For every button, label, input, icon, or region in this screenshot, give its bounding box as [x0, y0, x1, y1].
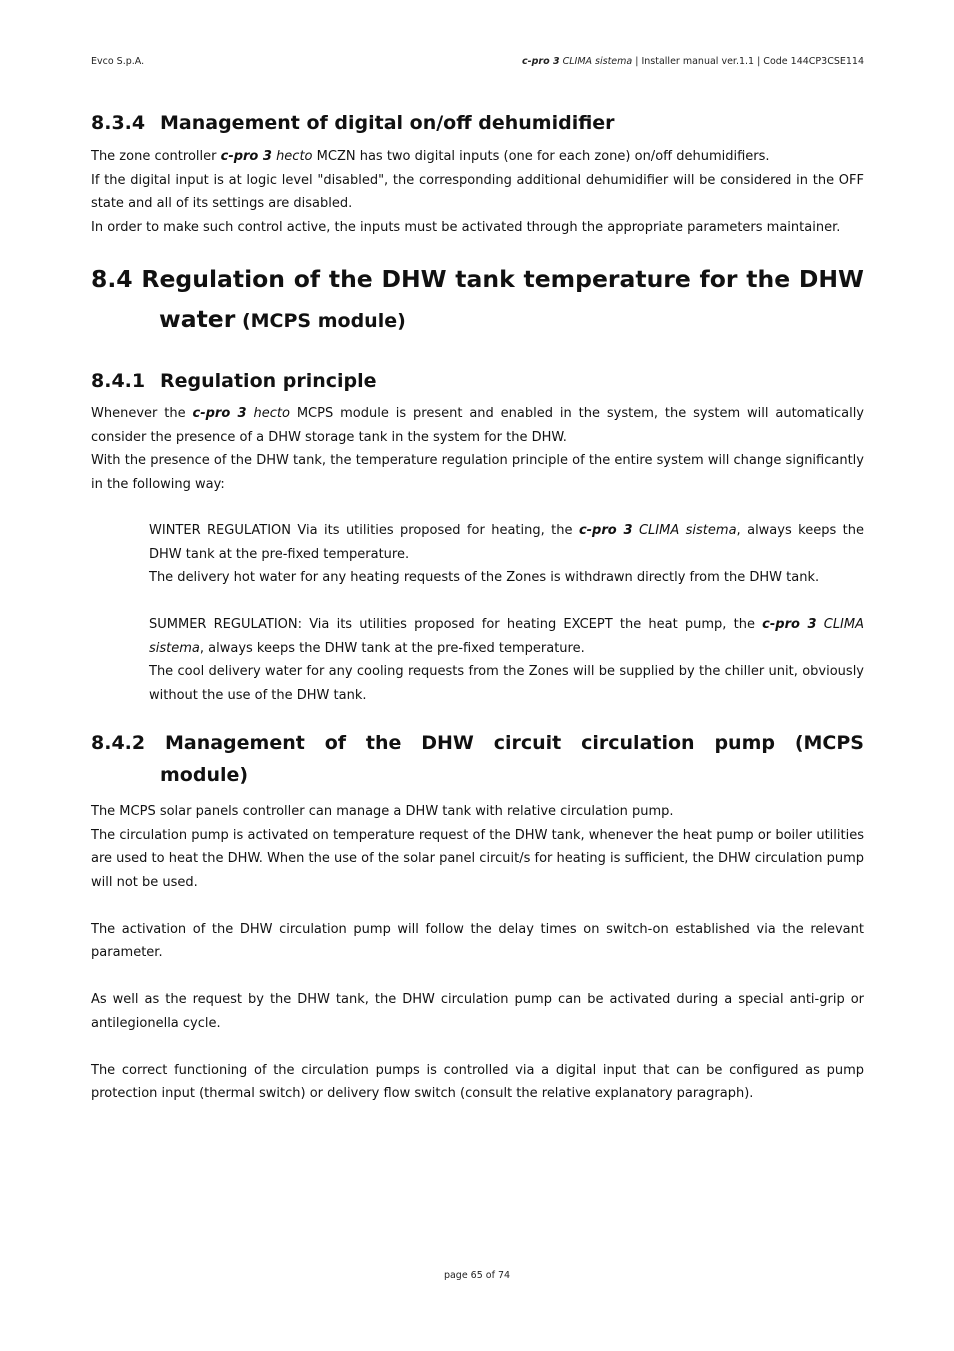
heading-word: the — [328, 265, 373, 293]
heading-word: DHW — [421, 732, 474, 754]
heading-word: Regulation — [141, 265, 286, 293]
heading-line: module) — [160, 764, 249, 786]
heading-word: of — [324, 732, 347, 754]
paragraph: The correct functioning of the circulation pumps is controlled via a digital input that can be configured as pump protection input (thermal switch) or delivery flow switch (consult the relative explanatory paragraph). — [91, 1062, 864, 1101]
heading-word: of — [293, 265, 321, 293]
paragraph: The MCPS solar panels controller can manage a DHW tank with relative circulation pump. — [91, 804, 674, 819]
paragraph: The cool delivery water for any cooling requests from the Zones will be supplied by the chiller unit, obviously without the use of the DHW tank. — [149, 664, 864, 703]
heading-word: the — [746, 265, 791, 293]
heading-word: DHW — [381, 265, 447, 293]
heading-word: the — [365, 732, 402, 754]
header-manual-code: | Installer manual ver.1.1 | Code 144CP3CSE114 — [632, 56, 864, 67]
header-document-info — [522, 56, 864, 67]
heading-word: circuit — [493, 732, 562, 754]
paragraph: If the digital input is at logic level "disabled", the corresponding additional dehumidifier will be considered in the OFF state and all of its settings are disabled. — [91, 172, 864, 211]
heading-word: for — [699, 265, 738, 293]
header-product-name: c-pro 3 — [522, 56, 560, 67]
section-title: Regulation principle — [160, 370, 377, 392]
paragraph: The zone controller c-pro 3 hecto MCZN has two digital inputs (one for each zone) on/off dehumidifiers. — [91, 149, 770, 164]
section-number: 8.3.4 — [91, 112, 146, 134]
heading-line — [91, 265, 864, 293]
section-number: 8.4 — [91, 265, 133, 293]
heading-word: circulation — [581, 732, 695, 754]
section-8-3-4-heading — [91, 112, 864, 134]
paragraph: As well as the request by the DHW tank, the DHW circulation pump can be activated during a special anti-grip or antilegionella cycle. — [91, 992, 864, 1031]
heading-word: (MCPS — [794, 732, 864, 754]
heading-line — [91, 732, 864, 754]
section-8-4-1-body — [91, 402, 864, 496]
paragraph: The activation of the DHW circulation pump will follow the delay times on switch-on established via the relevant parameter. — [91, 921, 864, 960]
summer-regulation-block — [91, 613, 864, 707]
heading-word: DHW — [798, 265, 864, 293]
section-8-4-heading — [91, 265, 864, 335]
heading-word: Management — [164, 732, 305, 754]
section-number: 8.4.1 — [91, 370, 146, 392]
paragraph: SUMMER REGULATION: Via its utilities proposed for heating EXCEPT the heat pump, the c-pro 3 CLIMA sistema, always keeps the DHW tank at the pre-fixed temperature. — [149, 617, 865, 656]
section-8-4-1-heading — [91, 370, 864, 392]
section-title: Management of digital on/off dehumidifier — [160, 112, 615, 134]
section-8-4-2-body — [91, 800, 864, 1106]
section-8-4-2-heading — [91, 732, 864, 786]
header-product-suffix: CLIMA sistema — [562, 56, 633, 67]
heading-word: pump — [714, 732, 775, 754]
paragraph: With the presence of the DHW tank, the temperature regulation principle of the entire system will change significantly in the following way: — [91, 453, 864, 492]
paragraph: WINTER REGULATION Via its utilities proposed for heating, the c-pro 3 CLIMA sistema, always keeps the DHW tank at the pre-fixed temperature. — [149, 523, 865, 562]
header-company: Evco S.p.A. — [91, 56, 145, 67]
page-number: page 65 of 74 — [443, 1270, 511, 1281]
paragraph: Whenever the c-pro 3 hecto MCPS module is present and enabled in the system, the system will automatically consider the presence of a DHW storage tank in the system for the DHW. — [91, 406, 864, 445]
paragraph: In order to make such control active, the inputs must be activated through the appropriate parameters maintainer. — [91, 219, 841, 235]
heading-line: water (MCPS module) — [159, 305, 406, 333]
section-number: 8.4.2 — [91, 732, 146, 754]
paragraph: The circulation pump is activated on temperature request of the DHW tank, whenever the heat pump or boiler utilities are used to heat the DHW. When the use of the solar panel circuit/s for heating is sufficient, the DHW circulation pump will not be used. — [91, 827, 864, 890]
heading-word: tank — [455, 265, 515, 293]
heading-word: temperature — [523, 265, 691, 293]
section-8-3-4-body — [91, 145, 864, 239]
paragraph: The delivery hot water for any heating requests of the Zones is withdrawn directly from the DHW tank. — [149, 570, 820, 585]
winter-regulation-block — [91, 519, 864, 590]
